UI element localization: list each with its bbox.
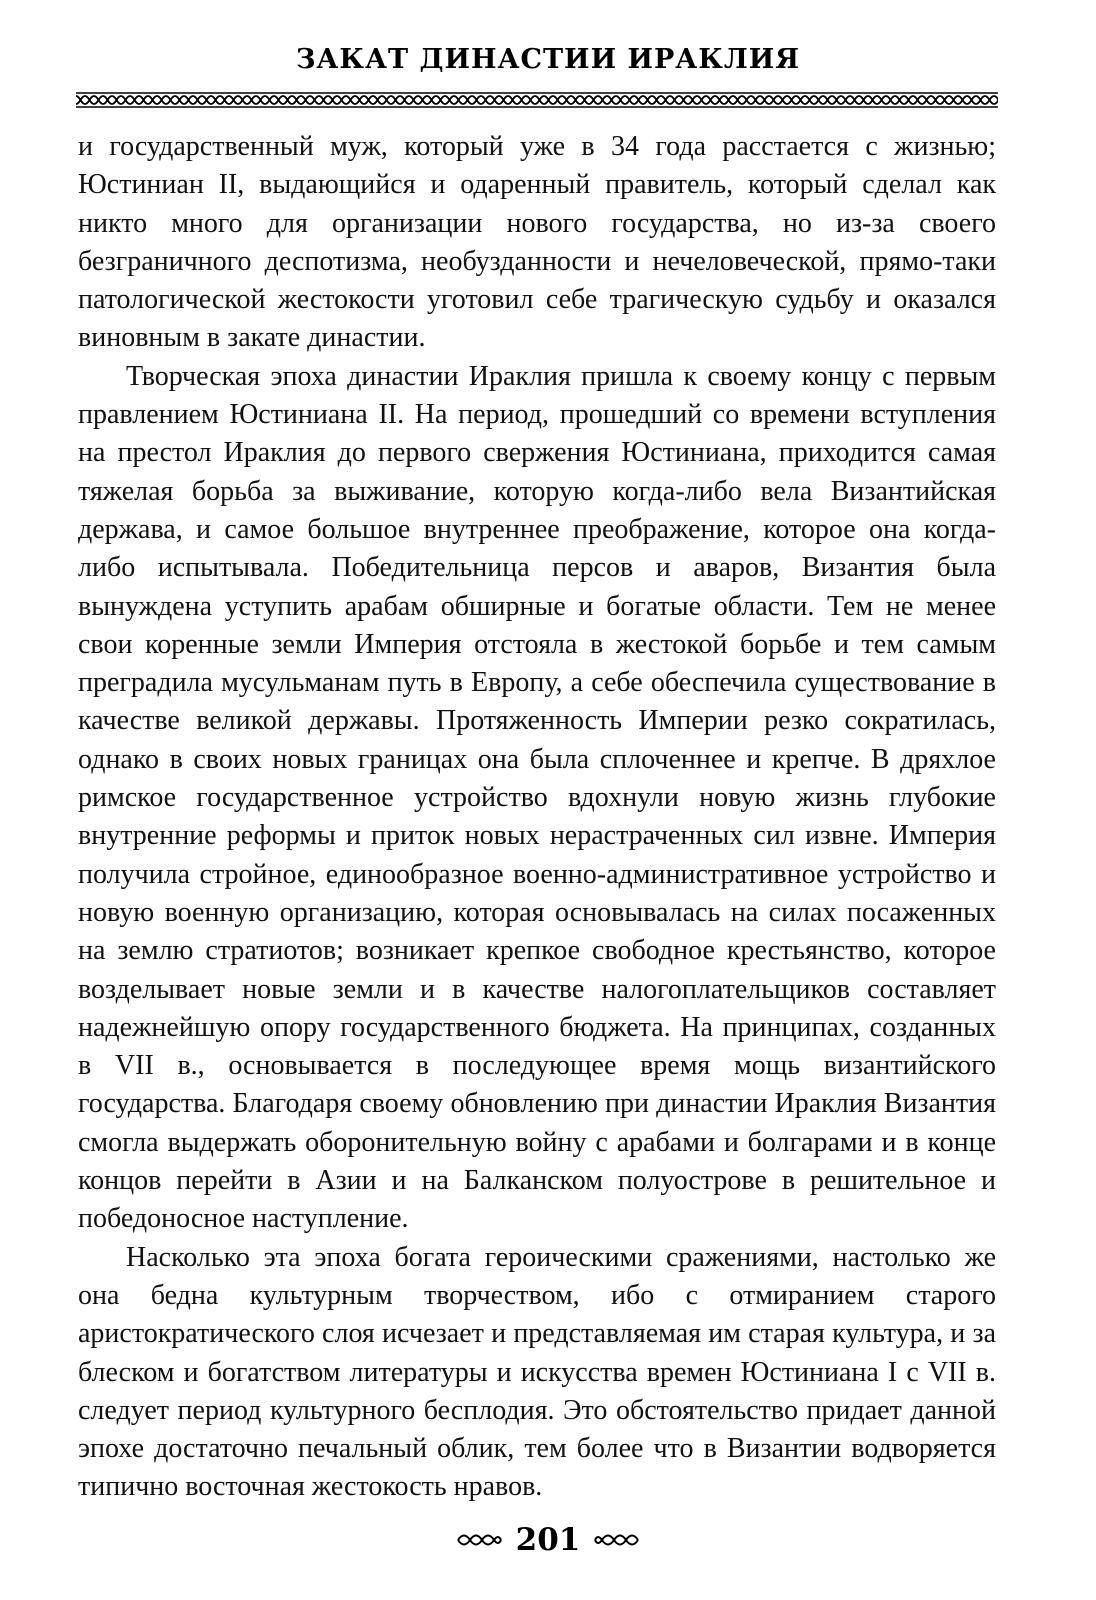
page-number: 201 xyxy=(515,1522,581,1558)
running-title: ЗАКАТ ДИНАСТИИ ИРАКЛИЯ xyxy=(295,44,801,75)
braid-border-ornament xyxy=(76,92,998,108)
paragraph: и государственный муж, который уже в 34 года расстается с жизнью; Юстиниан II, выдающийся и одаренный правитель, который сделал как никто много для организации нового государства, но из-за своего безграничного деспотизма, необузданности и нечеловеческой, прямо-таки патологической жестокости уготовил себе трагическую судьбу и оказался виновным в закате династии. xyxy=(78,131,996,354)
paragraph: Насколько эта эпоха богата героическими сражениями, настолько же она бедна культурным творчеством, ибо с отмиранием старого аристократического слоя исчезает и представляемая им старая культура, и за блеском и богатством литературы и искусства времен Юстиниана I с VII в. следует период культурного бесплодия. Это обстоятельство придает данной эпохе достаточно печальный облик, тем более что в Византии водворяется типично восточная жестокость нравов. xyxy=(78,1241,996,1503)
paragraph: Творческая эпоха династии Ираклия пришла к своему концу с первым правлением Юстиниана II. На период, прошедший со времени вступления на престол Ираклия до первого свержения Юстиниана, приходится самая тяжелая борьба за выживание, которую когда-либо вела Византийская держава, и самое большое внутреннее преображение, которое она когда-либо испытывала. Победительница персов и аваров, Византия была вынуждена уступить арабам обширные и богатые области. Тем не менее свои коренные земли Империя отстояла в жестокой борьбе и тем самым преградила мусульманам путь в Европу, а себе обеспечила существование в качестве великой державы. Протяженность Империи резко сократилась, однако в своих новых границах она была сплоченнее и крепче. В дряхлое римское государственное устройство вдохнули новую жизнь глубокие внутренние реформы и приток новых нерастраченных сил извне. Империя получила стройное, единообразное военно-административное устройство и новую военную организацию, которая основывалась на силах посаженных на землю стратиотов; возникает крепкое свободное крестьянство, которое возделывает новые земли и в качестве налогоплательщиков составляет надежнейшую опору государственного бюджета. На принципах, созданных в VII в., основывается в последующее время мощь византийского государства. Благодаря своему обновлению при династии Ираклия Византия смогла выдержать оборонительную войну с арабами и болгарами и в конце концов перейти в Азии и на Балканском полуострове в решительное и победоносное наступление. xyxy=(78,360,996,1235)
body-text xyxy=(78,128,996,1507)
braid-ornament-icon xyxy=(456,1532,502,1548)
braid-ornament-icon xyxy=(594,1532,640,1548)
page-footer xyxy=(0,1518,1096,1562)
